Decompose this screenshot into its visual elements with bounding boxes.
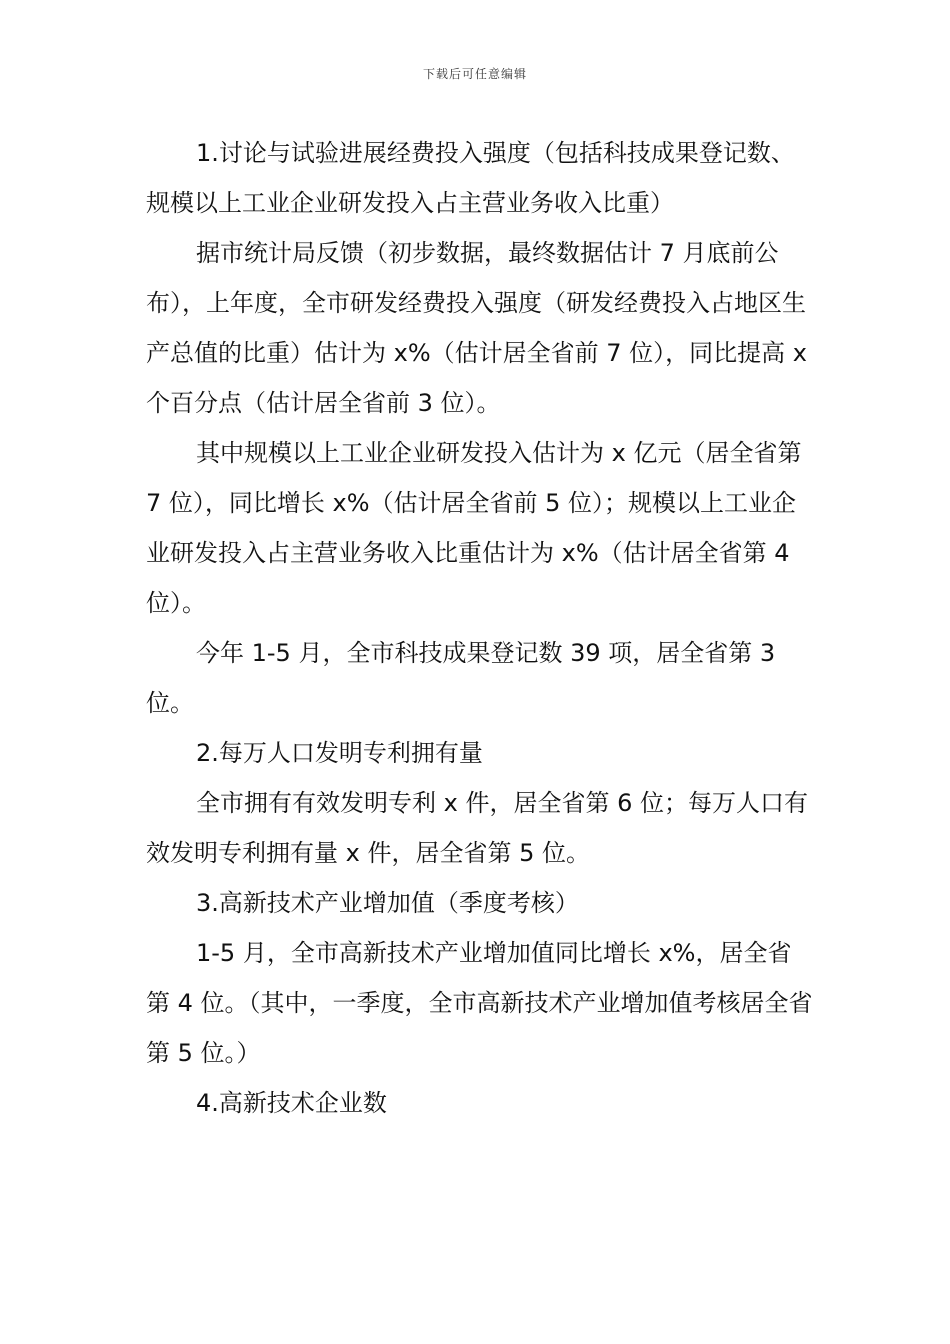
paragraph-rd-intensity-heading: 1.讨论与试验进展经费投入强度（包括科技成果登记数、规模以上工业企业研发投入占主营业务收入比重） [146,139,795,217]
paragraph-hightech-value-heading: 3.高新技术产业增加值（季度考核） [196,889,579,917]
paragraph-hightech-value-stats: 1-5 月，全市高新技术产业增加值同比增长 x%，居全省第 4 位。（其中，一季度，全市高新技术产业增加值考核居全省第 5 位。） [146,939,813,1067]
paragraph-industrial-rd: 其中规模以上工业企业研发投入估计为 x 亿元（居全省第 7 位），同比增长 x%（估计居全省前 5 位）；规模以上工业企业研发投入占主营业务收入比重估计为 x%（估计居全省第 4 位）。 [146,439,810,617]
paragraph-patents-heading: 2.每万人口发明专利拥有量 [196,739,483,767]
paragraph-rd-intensity-stats: 据市统计局反馈（初步数据，最终数据估计 7 月底前公布），上年度，全市研发经费投入强度（研发经费投入占地区生产总值的比重）估计为 x%（估计居全省前 7 位），同比提高 x 个百分点（估计居全省前 3 位）。 [146,239,815,417]
page-header: 下载后可任意编辑 [422,67,527,81]
paragraph-achievements-registered: 今年 1-5 月，全市科技成果登记数 39 项，居全省第 3 位。 [146,639,783,717]
document-body [146,128,814,1128]
paragraph-hightech-enterprises-heading: 4.高新技术企业数 [196,1089,387,1117]
paragraph-patents-stats: 全市拥有有效发明专利 x 件，居全省第 6 位；每万人口有效发明专利拥有量 x 件，居全省第 5 位。 [146,789,808,867]
